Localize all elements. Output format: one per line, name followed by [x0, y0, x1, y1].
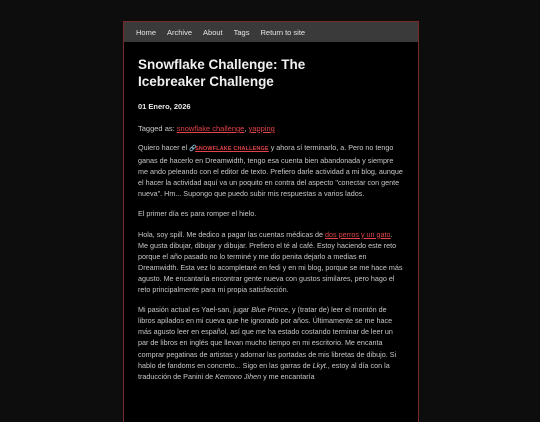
paragraph-2: El primer día es para romper el hielo.: [138, 209, 257, 219]
post-title: [138, 56, 404, 90]
p4-text-c: , estoy al día con la traducción de Panini de: [138, 360, 390, 381]
nav-tags[interactable]: Tags: [233, 27, 250, 37]
nav-archive[interactable]: Archive: [167, 27, 193, 37]
top-nav: [124, 22, 418, 42]
p4-lkyt: Lkyt.: [312, 360, 328, 370]
post-content: [124, 42, 418, 382]
paragraph-1: [138, 142, 404, 199]
user-icon: 🔗: [189, 146, 197, 152]
p4-text-d: y me encantaría: [261, 371, 315, 381]
pets-link[interactable]: dos perros y un gato: [324, 229, 391, 239]
p3-text-before: Hola, soy spill. Me dedico a pagar las cuentas médicas de: [138, 229, 325, 239]
p1-text-before: Quiero hacer el: [138, 143, 190, 152]
paragraph-4: [138, 304, 404, 382]
nav-return-to-site[interactable]: Return to site: [260, 27, 306, 37]
p4-blue-prince: Blue Prince: [251, 305, 288, 315]
p4-kemono-jihen: Kemono Jihen: [215, 371, 262, 381]
post-date: 01 Enero, 2026: [138, 102, 191, 111]
post-title-line1: Snowflake Challenge: The: [138, 57, 306, 72]
p4-text-a: Mi pasión actual es Yael-san, jugar: [138, 305, 252, 315]
post-tags: [138, 124, 404, 133]
p4-text-b: , y (tratar de) leer el montón de libros apilados en mi cueva que he ignorado por años. Últimamente se me hace más agusto leer en español, así que me ha estado costando terminar de leer un par de libros en inglés que llevan mucho tiempo en mi escritorio. Me encanta comprar pegatinas de artistas y adornar las portadas de mis libretas de dibujo. Si hablo de fandoms en concreto... Sigo en las garras de: [138, 305, 397, 370]
tagged-label: Tagged as:: [138, 124, 175, 133]
paragraph-3: [138, 229, 404, 296]
post-title-line2: Icebreaker Challenge: [138, 74, 274, 89]
page-frame: [123, 21, 419, 422]
p1-text-after: y ahora sí terminarlo, a. Pero no tengo ganas de hacerlo en Dreamwidth, tengo esa cuenta bien abandonada y siempre me ando peleando con el editor de texto. Prefiero darle actividad a mi blog, aunque el hacer la actividad aquí va un poquito en contra del aspecto "conectar con gente nueva". Hm... Supongo que puedo subir mis respuestas a varios lados.: [138, 143, 403, 199]
tag-yapping[interactable]: yapping: [248, 124, 275, 133]
tag-snowflake-challenge[interactable]: snowflake challenge: [176, 124, 245, 133]
nav-about[interactable]: About: [203, 27, 223, 37]
nav-home[interactable]: Home: [136, 27, 157, 37]
tag-separator: ,: [244, 124, 249, 133]
snowflake-challenge-user-link[interactable]: SNOWFLAKE CHALLENGE: [195, 146, 269, 152]
p3-text-after: . Me gusta dibujar, dibujar y dibujar. Prefiero el té al café. Estoy haciendo este reto porque el año pasado no lo terminé y me dio penita dejarlo a medias en Dreamwidth. Esta vez lo acompletaré en fedi y en mi blog, porque se me hace más agusto. Me encantaría encontrar gente nueva con gustos similares, pero hago el reto principalmente para mi propia satisfacción.: [138, 229, 403, 295]
